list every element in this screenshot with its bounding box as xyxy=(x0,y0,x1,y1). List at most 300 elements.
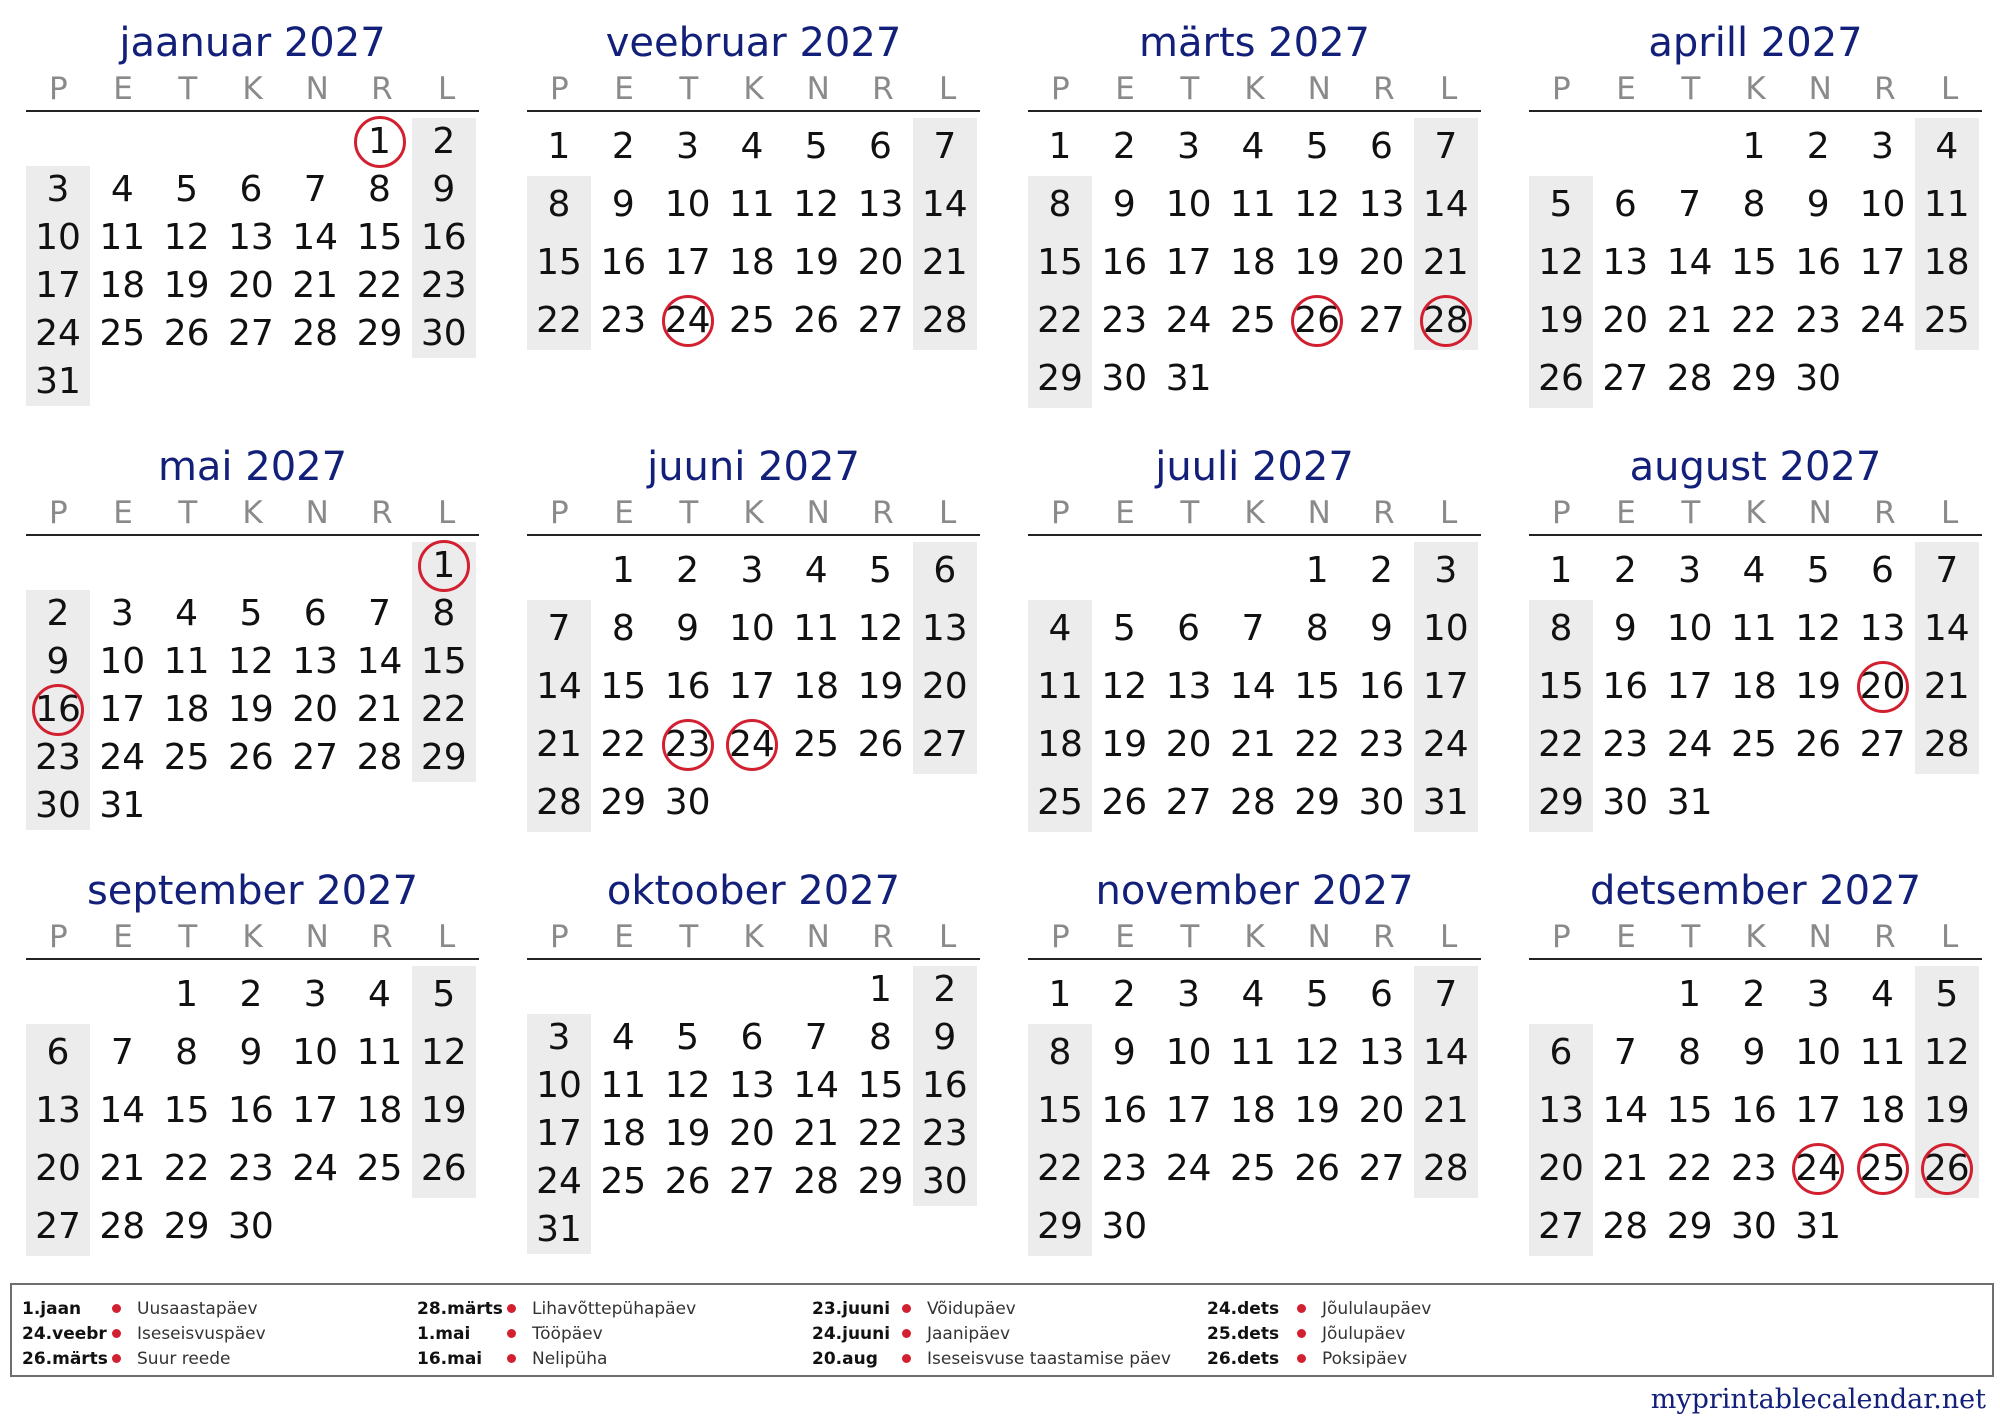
day-cell: 25 xyxy=(1730,724,1777,765)
weekday-label: L xyxy=(438,71,456,107)
day-grid xyxy=(527,112,980,354)
bullet-dot-icon xyxy=(1297,1304,1306,1313)
weekday-label: E xyxy=(614,71,634,107)
month-title: aprill 2027 xyxy=(1648,20,1863,66)
month-title: detsember 2027 xyxy=(1589,868,1922,914)
legend-item xyxy=(417,1347,696,1372)
weekday-label: N xyxy=(1307,919,1331,955)
holiday-ring xyxy=(1857,1143,1909,1195)
day-grid xyxy=(1529,536,1982,836)
weekday-label: R xyxy=(1874,495,1896,531)
day-cell: 12 xyxy=(227,641,274,682)
day-cell: 27 xyxy=(1358,1148,1405,1189)
month-block xyxy=(26,866,479,1260)
month-block xyxy=(1028,866,1481,1260)
day-grid xyxy=(1028,960,1481,1260)
day-cell: 3 xyxy=(1871,126,1894,167)
month-block xyxy=(1529,442,1982,836)
weekday-label: K xyxy=(743,919,764,955)
day-cell: 3 xyxy=(740,550,764,591)
weekday-header xyxy=(1028,916,1481,960)
weekday-label: T xyxy=(1180,919,1200,955)
day-cell: 24 xyxy=(1666,724,1713,765)
weekday-label: P xyxy=(550,71,569,107)
day-cell: 18 xyxy=(1923,242,1970,283)
day-cell: 25 xyxy=(1037,782,1083,823)
day-cell: 22 xyxy=(420,689,467,730)
day-cell: 4 xyxy=(1241,126,1265,167)
day-cell: 27 xyxy=(1602,358,1649,399)
day-cell: 22 xyxy=(600,724,647,765)
day-cell: 30 xyxy=(1730,1206,1777,1247)
day-cell: 3 xyxy=(547,1017,571,1058)
day-cell: 15 xyxy=(536,242,582,283)
day-cell: 19 xyxy=(420,1090,467,1131)
month-title: mai 2027 xyxy=(157,444,348,490)
weekday-header xyxy=(26,916,479,960)
day-cell: 17 xyxy=(1165,1090,1212,1131)
day-cell: 5 xyxy=(239,593,263,634)
weekday-label: R xyxy=(371,919,393,955)
day-cell: 29 xyxy=(600,782,647,823)
weekday-label: N xyxy=(1307,71,1331,107)
day-cell: 10 xyxy=(99,641,146,682)
day-cell: 4 xyxy=(804,550,828,591)
day-cell: 28 xyxy=(356,737,403,778)
day-cell: 24 xyxy=(35,313,81,354)
day-grid xyxy=(26,960,479,1260)
day-cell: 19 xyxy=(664,1113,711,1154)
month-title: juuni 2027 xyxy=(647,444,860,490)
bullet-dot-icon xyxy=(112,1329,121,1338)
day-cell: 8 xyxy=(611,608,635,649)
day-cell: 21 xyxy=(793,1113,840,1154)
day-cell: 8 xyxy=(1305,608,1329,649)
weekday-label: T xyxy=(1681,71,1701,107)
day-cell: 2 xyxy=(611,126,635,167)
day-cell: 21 xyxy=(1923,666,1970,707)
legend-item xyxy=(1207,1322,1431,1347)
legend-date: 28.märts xyxy=(417,1299,503,1319)
day-cell: 2 xyxy=(46,593,70,634)
day-cell: 14 xyxy=(292,217,339,258)
day-cell: 23 xyxy=(1730,1148,1777,1189)
day-cell: 13 xyxy=(1165,666,1212,707)
weekday-header xyxy=(527,492,980,536)
legend-date: 23.juuni xyxy=(812,1299,891,1319)
legend-item xyxy=(812,1347,1171,1372)
day-cell: 23 xyxy=(1101,300,1148,341)
day-cell: 9 xyxy=(1112,1032,1136,1073)
weekday-label: L xyxy=(438,919,456,955)
day-cell: 31 xyxy=(1795,1206,1842,1247)
day-cell: 14 xyxy=(1422,184,1469,225)
day-cell: 16 xyxy=(664,666,711,707)
day-cell: 25 xyxy=(356,1148,403,1189)
legend-holiday-name: Uusaastapäev xyxy=(137,1299,258,1319)
day-cell: 11 xyxy=(356,1032,403,1073)
legend-holiday-name: Iseseisvuse taastamise päev xyxy=(927,1349,1171,1369)
day-cell: 24 xyxy=(1786,1140,1850,1198)
day-cell: 6 xyxy=(933,550,957,591)
day-cell: 18 xyxy=(728,242,775,283)
legend-date: 16.mai xyxy=(417,1349,483,1369)
weekday-label: K xyxy=(1244,919,1265,955)
weekday-label: L xyxy=(1440,919,1458,955)
day-cell: 11 xyxy=(1229,184,1276,225)
month-block xyxy=(527,442,980,836)
day-grid xyxy=(527,960,980,1258)
day-cell: 7 xyxy=(933,126,957,167)
day-cell: 2 xyxy=(1742,974,1766,1015)
day-cell: 17 xyxy=(99,689,146,730)
day-cell: 9 xyxy=(1613,608,1637,649)
legend-date: 24.dets xyxy=(1207,1299,1280,1319)
weekday-label: T xyxy=(1681,495,1701,531)
legend-column xyxy=(812,1297,1171,1372)
legend-item xyxy=(417,1297,696,1322)
day-cell: 29 xyxy=(1538,782,1584,823)
day-cell: 20 xyxy=(1358,242,1405,283)
day-cell: 28 xyxy=(536,782,582,823)
day-cell: 25 xyxy=(728,300,775,341)
weekday-label: L xyxy=(1941,495,1959,531)
legend-holiday-name: Tööpäev xyxy=(532,1324,603,1344)
day-cell: 20 xyxy=(728,1113,775,1154)
bullet-dot-icon xyxy=(507,1329,516,1338)
day-cell: 7 xyxy=(1935,550,1959,591)
day-cell: 27 xyxy=(1538,1206,1584,1247)
day-cell: 31 xyxy=(35,361,81,402)
day-cell: 28 xyxy=(1229,782,1276,823)
day-cell: 2 xyxy=(1806,126,1830,167)
day-cell: 9 xyxy=(46,641,70,682)
day-cell: 22 xyxy=(1037,1148,1083,1189)
day-cell: 28 xyxy=(1602,1206,1649,1247)
day-cell: 9 xyxy=(1806,184,1830,225)
day-cell: 10 xyxy=(1859,184,1906,225)
day-cell: 22 xyxy=(356,265,403,306)
day-cell: 24 xyxy=(656,292,720,350)
day-grid xyxy=(1028,536,1481,836)
weekday-label: T xyxy=(1681,919,1701,955)
day-cell: 2 xyxy=(239,974,263,1015)
day-cell: 12 xyxy=(1101,666,1148,707)
day-cell: 19 xyxy=(227,689,274,730)
weekday-label: E xyxy=(113,919,133,955)
weekday-label: P xyxy=(1051,71,1070,107)
weekday-label: L xyxy=(939,71,957,107)
day-cell: 13 xyxy=(227,217,274,258)
day-cell: 3 xyxy=(303,974,327,1015)
weekday-label: R xyxy=(1373,71,1395,107)
day-cell: 5 xyxy=(804,126,828,167)
day-cell: 18 xyxy=(356,1090,403,1131)
holiday-ring xyxy=(1420,295,1472,347)
day-cell: 12 xyxy=(420,1032,467,1073)
day-cell: 16 xyxy=(1358,666,1405,707)
day-cell: 10 xyxy=(1165,1032,1212,1073)
day-cell: 10 xyxy=(1666,608,1713,649)
day-cell: 26 xyxy=(1294,1148,1341,1189)
day-cell: 18 xyxy=(1037,724,1083,765)
weekday-label: E xyxy=(1616,919,1636,955)
day-cell: 9 xyxy=(676,608,700,649)
day-cell: 18 xyxy=(793,666,840,707)
day-cell: 13 xyxy=(1358,184,1405,225)
day-cell: 23 xyxy=(1795,300,1842,341)
weekday-label: T xyxy=(679,495,699,531)
day-cell: 25 xyxy=(99,313,146,354)
day-cell: 11 xyxy=(163,641,210,682)
day-cell: 29 xyxy=(1037,358,1083,399)
month-title: september 2027 xyxy=(86,868,419,914)
month-title: oktoober 2027 xyxy=(606,868,901,914)
day-cell: 4 xyxy=(175,593,199,634)
day-cell: 26 xyxy=(227,737,274,778)
day-cell: 25 xyxy=(163,737,210,778)
legend-holiday-name: Jõululaupäev xyxy=(1322,1299,1432,1319)
day-cell: 16 xyxy=(1795,242,1842,283)
month-block xyxy=(527,866,980,1258)
day-cell: 21 xyxy=(1422,1090,1469,1131)
day-cell: 16 xyxy=(1602,666,1649,707)
weekday-header xyxy=(1529,492,1982,536)
weekday-label: R xyxy=(1373,919,1395,955)
holiday-ring xyxy=(1921,1143,1973,1195)
day-cell: 7 xyxy=(547,608,571,649)
month-title: august 2027 xyxy=(1629,444,1882,490)
day-cell: 1 xyxy=(175,974,199,1015)
day-cell: 18 xyxy=(1859,1090,1906,1131)
weekday-label: E xyxy=(1616,71,1636,107)
day-cell: 4 xyxy=(611,1017,635,1058)
holiday-ring xyxy=(726,719,778,771)
day-grid xyxy=(1028,112,1481,412)
weekday-header xyxy=(1529,916,1982,960)
month-title: juuli 2027 xyxy=(1155,444,1354,490)
day-cell: 13 xyxy=(292,641,339,682)
weekday-label: P xyxy=(49,919,68,955)
day-cell: 31 xyxy=(99,785,146,826)
weekday-label: T xyxy=(178,495,198,531)
bullet-dot-icon xyxy=(1297,1354,1306,1363)
day-cell: 29 xyxy=(1666,1206,1713,1247)
day-cell: 13 xyxy=(921,608,968,649)
day-cell: 4 xyxy=(1871,974,1894,1015)
day-cell: 15 xyxy=(1538,666,1584,707)
day-cell: 15 xyxy=(356,217,403,258)
weekday-label: L xyxy=(939,495,957,531)
day-cell: 8 xyxy=(1549,608,1573,649)
day-cell: 10 xyxy=(1795,1032,1842,1073)
day-cell: 1 xyxy=(1549,550,1573,591)
day-cell: 23 xyxy=(656,716,720,774)
day-cell: 13 xyxy=(1538,1090,1584,1131)
legend-column xyxy=(22,1297,266,1372)
day-cell: 15 xyxy=(1730,242,1777,283)
day-cell: 2 xyxy=(933,969,957,1010)
day-cell: 6 xyxy=(1177,608,1201,649)
day-cell: 31 xyxy=(1666,782,1713,823)
weekday-label: P xyxy=(550,495,569,531)
day-cell: 29 xyxy=(1037,1206,1083,1247)
day-cell: 13 xyxy=(35,1090,81,1131)
day-cell: 28 xyxy=(99,1206,146,1247)
day-cell: 29 xyxy=(1294,782,1341,823)
day-cell: 30 xyxy=(420,313,467,354)
day-cell: 17 xyxy=(1165,242,1212,283)
day-cell: 17 xyxy=(1666,666,1713,707)
day-cell: 15 xyxy=(600,666,647,707)
weekday-label: R xyxy=(872,71,894,107)
day-cell: 24 xyxy=(536,1161,582,1202)
day-cell: 6 xyxy=(1613,184,1637,225)
legend-column xyxy=(417,1297,696,1372)
day-cell: 21 xyxy=(536,724,582,765)
month-block xyxy=(26,442,479,834)
day-cell: 26 xyxy=(857,724,904,765)
day-cell: 17 xyxy=(292,1090,339,1131)
weekday-label: T xyxy=(178,71,198,107)
day-cell: 24 xyxy=(1165,300,1212,341)
day-cell: 8 xyxy=(368,169,391,210)
weekday-label: K xyxy=(1745,919,1766,955)
day-cell: 15 xyxy=(1037,242,1083,283)
day-cell: 22 xyxy=(1037,300,1083,341)
weekday-label: T xyxy=(1180,71,1200,107)
day-cell: 11 xyxy=(793,608,840,649)
day-cell: 21 xyxy=(292,265,339,306)
day-cell: 18 xyxy=(600,1113,647,1154)
holiday-ring xyxy=(1792,1143,1844,1195)
day-cell: 25 xyxy=(1229,300,1276,341)
day-cell: 19 xyxy=(1795,666,1842,707)
day-cell: 6 xyxy=(1370,126,1393,167)
day-cell: 28 xyxy=(793,1161,840,1202)
day-cell: 25 xyxy=(1229,1148,1276,1189)
weekday-label: N xyxy=(1307,495,1331,531)
day-cell: 19 xyxy=(163,265,210,306)
day-cell: 18 xyxy=(163,689,210,730)
holiday-ring xyxy=(662,295,714,347)
day-cell: 30 xyxy=(1101,358,1148,399)
day-cell: 3 xyxy=(1806,974,1830,1015)
weekday-label: N xyxy=(806,919,830,955)
day-cell: 21 xyxy=(99,1148,146,1189)
weekday-label: P xyxy=(550,919,569,955)
day-cell: 3 xyxy=(1434,550,1458,591)
bullet-dot-icon xyxy=(112,1304,121,1313)
day-cell: 14 xyxy=(1422,1032,1469,1073)
day-cell: 6 xyxy=(1370,974,1393,1015)
day-cell: 22 xyxy=(1294,724,1341,765)
legend-date: 24.juuni xyxy=(812,1324,891,1344)
day-cell: 8 xyxy=(1678,1032,1702,1073)
day-cell: 5 xyxy=(869,550,892,591)
day-cell: 9 xyxy=(1370,608,1393,649)
legend-holiday-name: Poksipäev xyxy=(1322,1349,1408,1369)
weekday-label: E xyxy=(1616,495,1636,531)
day-cell: 28 xyxy=(921,300,968,341)
day-cell: 19 xyxy=(1294,1090,1341,1131)
day-cell: 19 xyxy=(1538,300,1584,341)
bullet-dot-icon xyxy=(1297,1329,1306,1338)
day-cell: 14 xyxy=(793,1065,840,1106)
month-title: märts 2027 xyxy=(1139,20,1370,66)
day-cell: 20 xyxy=(921,666,968,707)
day-cell: 15 xyxy=(1294,666,1341,707)
weekday-label: R xyxy=(371,495,393,531)
day-cell: 29 xyxy=(420,737,467,778)
day-cell: 15 xyxy=(163,1090,210,1131)
day-cell: 3 xyxy=(676,126,700,167)
weekday-label: E xyxy=(1115,495,1135,531)
day-cell: 2 xyxy=(432,121,456,162)
weekday-label: L xyxy=(1941,919,1959,955)
day-cell: 8 xyxy=(432,593,456,634)
day-cell: 22 xyxy=(1666,1148,1713,1189)
day-cell: 7 xyxy=(1613,1032,1637,1073)
day-cell: 11 xyxy=(1229,1032,1276,1073)
day-cell: 23 xyxy=(35,737,81,778)
day-cell: 12 xyxy=(163,217,210,258)
day-cell: 18 xyxy=(1229,242,1276,283)
day-cell: 6 xyxy=(46,1032,70,1073)
day-cell: 2 xyxy=(1613,550,1637,591)
day-cell: 26 xyxy=(664,1161,711,1202)
day-cell: 17 xyxy=(664,242,711,283)
day-cell: 23 xyxy=(921,1113,968,1154)
weekday-label: E xyxy=(113,495,133,531)
weekday-header xyxy=(26,68,479,112)
holiday-ring xyxy=(662,719,714,771)
day-cell: 11 xyxy=(99,217,146,258)
weekday-label: N xyxy=(806,71,830,107)
weekday-label: E xyxy=(1115,71,1135,107)
day-cell: 6 xyxy=(1549,1032,1573,1073)
day-cell: 24 xyxy=(720,716,784,774)
day-cell: 9 xyxy=(1742,1032,1766,1073)
weekday-label: T xyxy=(679,71,699,107)
weekday-label: N xyxy=(305,919,329,955)
weekday-label: N xyxy=(305,71,329,107)
day-cell: 11 xyxy=(728,184,775,225)
bullet-dot-icon xyxy=(507,1304,516,1313)
day-cell: 27 xyxy=(1165,782,1212,823)
day-cell: 28 xyxy=(1923,724,1970,765)
day-cell: 14 xyxy=(1229,666,1276,707)
day-cell: 7 xyxy=(303,169,327,210)
day-cell: 14 xyxy=(1602,1090,1649,1131)
weekday-label: K xyxy=(242,919,263,955)
day-cell: 3 xyxy=(1678,550,1702,591)
day-cell: 8 xyxy=(869,1017,892,1058)
day-cell: 27 xyxy=(227,313,274,354)
day-cell: 5 xyxy=(1305,974,1329,1015)
weekday-label: L xyxy=(1440,495,1458,531)
day-cell: 14 xyxy=(536,666,582,707)
weekday-header xyxy=(527,68,980,112)
day-cell: 2 xyxy=(1370,550,1393,591)
legend-date: 25.dets xyxy=(1207,1324,1280,1344)
day-cell: 8 xyxy=(175,1032,199,1073)
day-cell: 3 xyxy=(110,593,134,634)
day-cell: 14 xyxy=(356,641,403,682)
bullet-dot-icon xyxy=(112,1354,121,1363)
legend-item xyxy=(22,1322,266,1347)
legend-holiday-name: Võidupäev xyxy=(927,1299,1016,1319)
